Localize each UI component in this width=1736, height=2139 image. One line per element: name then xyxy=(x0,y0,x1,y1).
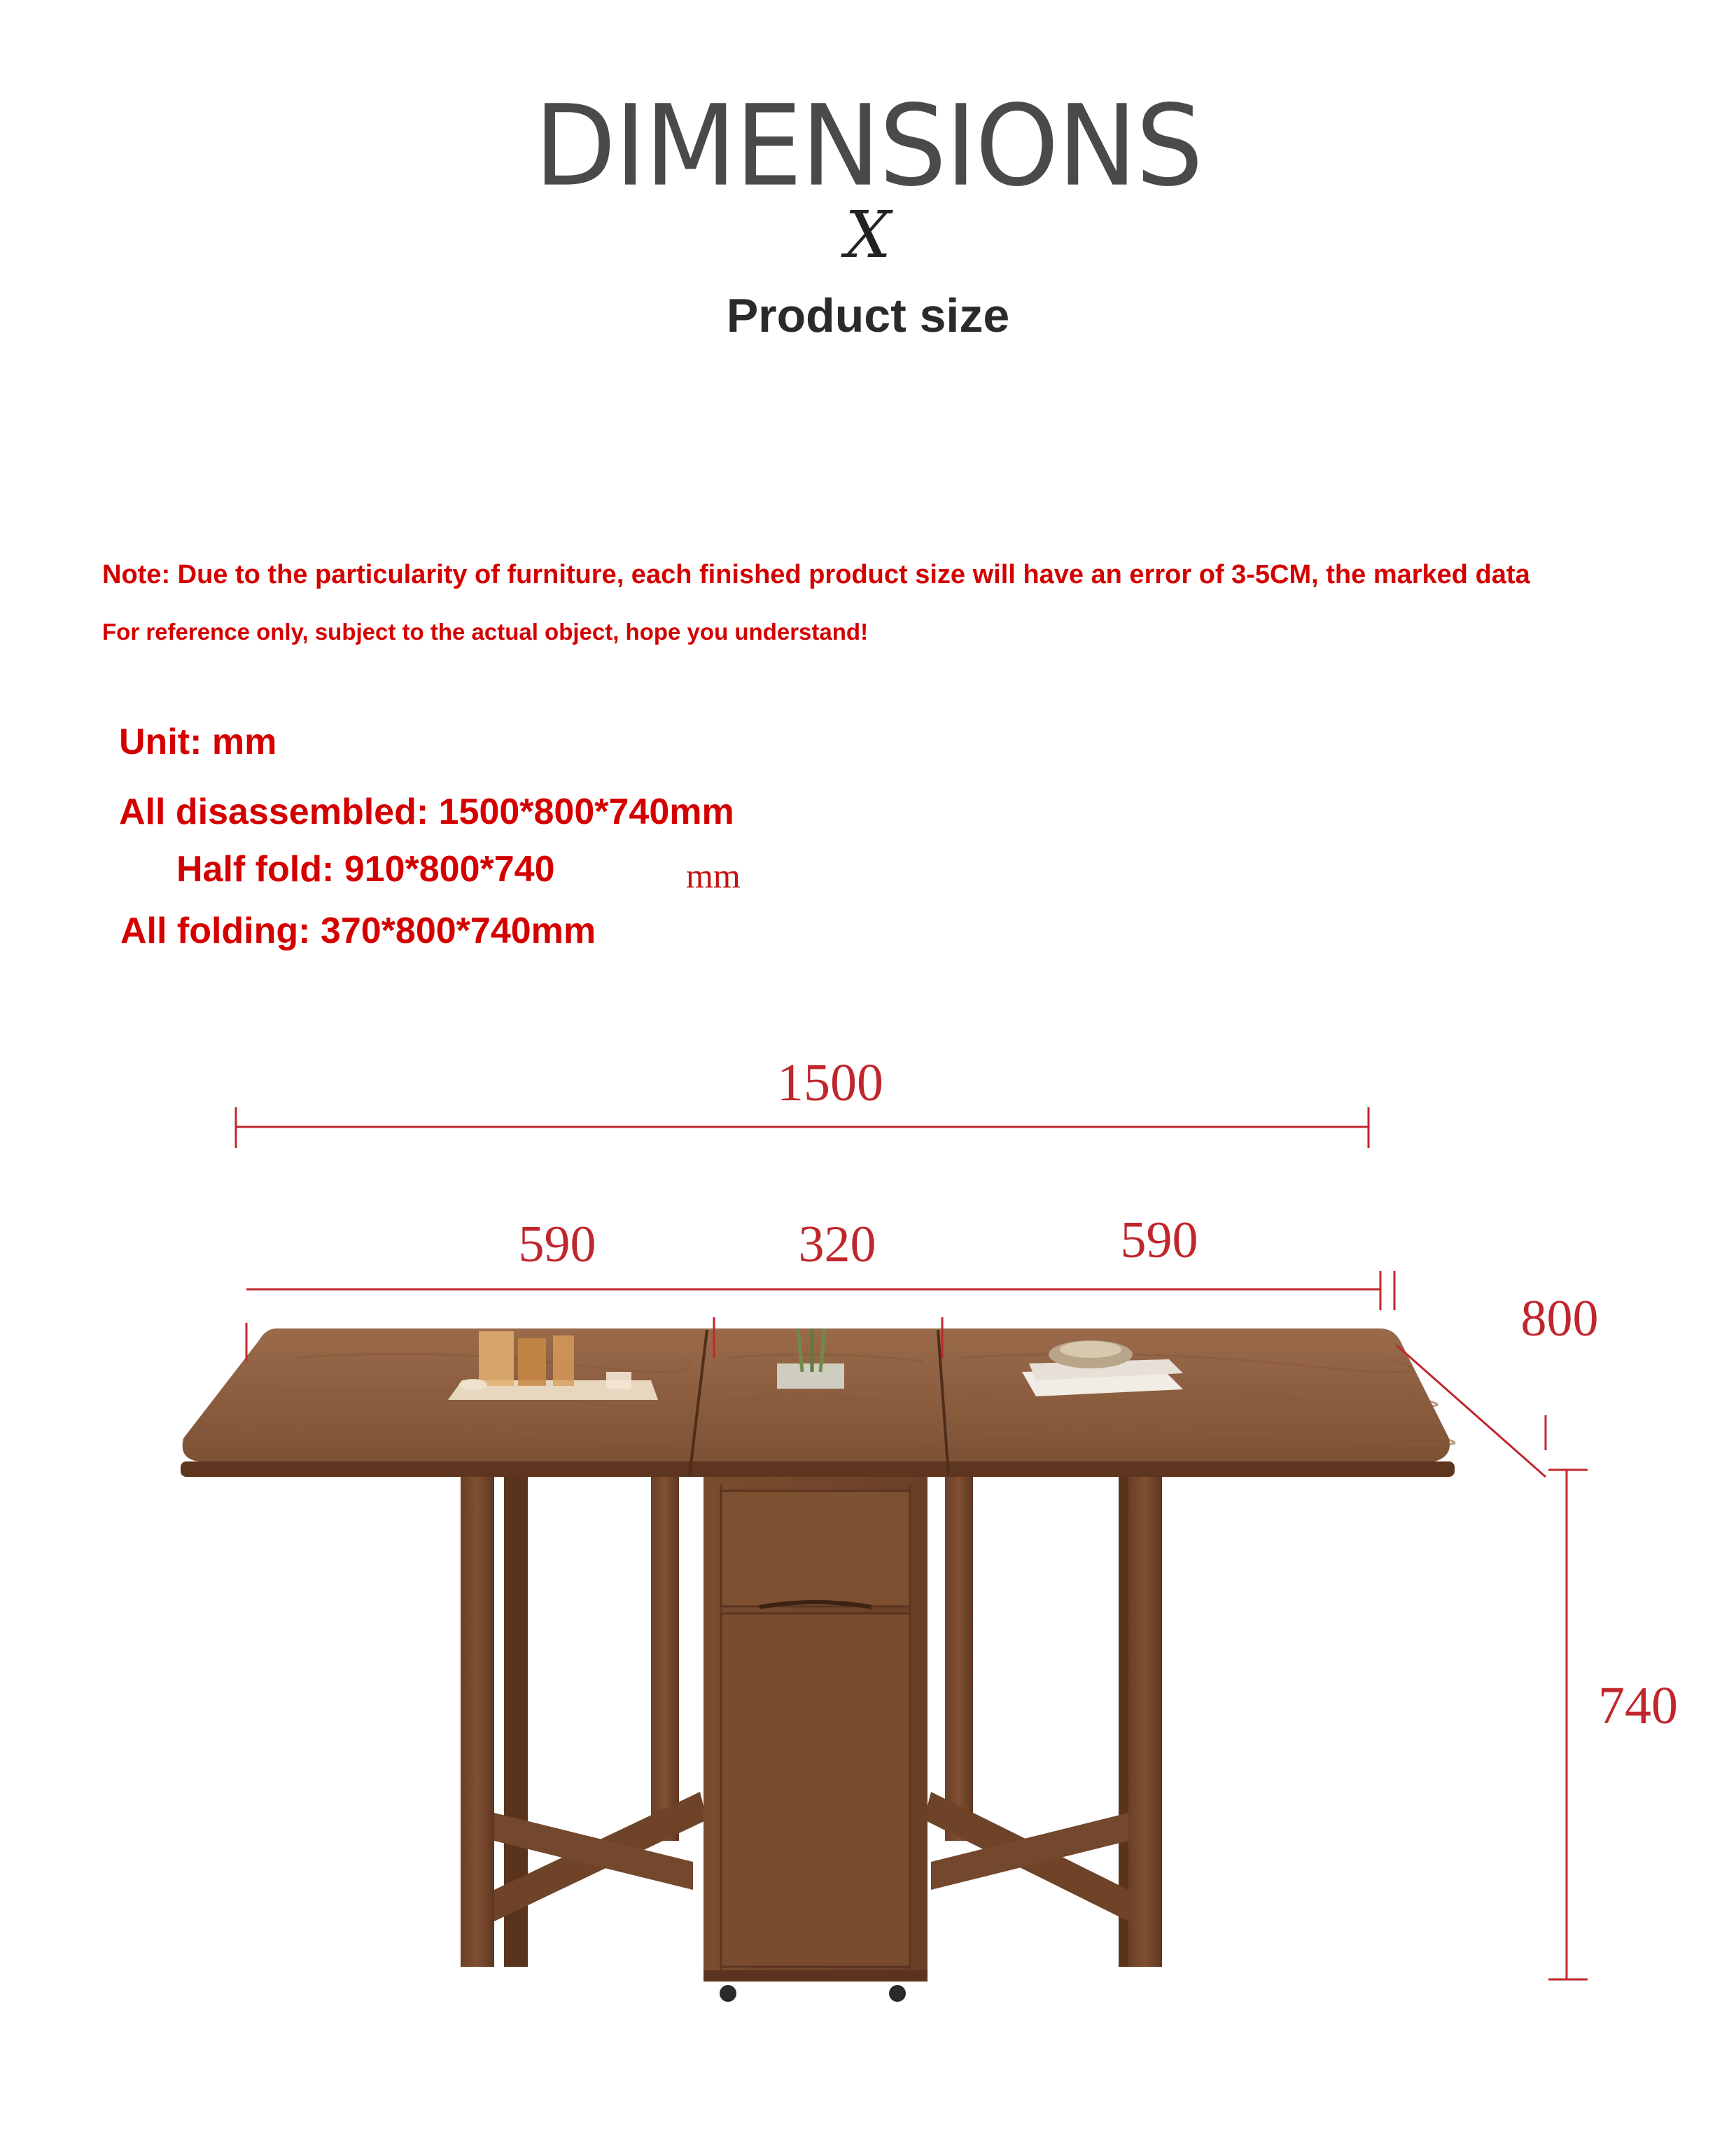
tolerance-note-line-1: Note: Due to the particularity of furniture, each finished product size will have an error of 3-5CM, the marked data xyxy=(102,560,1530,589)
caster-wheel xyxy=(720,1985,736,2002)
left-gate-leg-frame xyxy=(461,1477,707,1967)
page-title: DIMENSIONS xyxy=(534,80,1202,211)
tolerance-note-line-2: For reference only, subject to the actual object, hope you understand! xyxy=(102,619,869,645)
spec-unit: Unit: mm xyxy=(119,722,277,762)
spec-half-fold-unit: mm xyxy=(686,856,741,895)
spec-all-folding: All folding: 370*800*740mm xyxy=(120,911,596,951)
table-illustration xyxy=(181,1328,1455,2002)
dim-label-left-leaf: 590 xyxy=(518,1216,596,1273)
dim-label-right-leaf: 590 xyxy=(1120,1212,1198,1269)
title-mark: X xyxy=(845,197,891,272)
center-cabinet xyxy=(704,1477,927,2002)
page-subtitle: Product size xyxy=(726,289,1010,342)
dim-label-total-width: 1500 xyxy=(777,1053,883,1112)
dim-label-height: 740 xyxy=(1598,1676,1678,1735)
table-top xyxy=(181,1328,1455,1477)
spec-all-disassembled: All disassembled: 1500*800*740mm xyxy=(119,792,734,832)
dim-label-depth: 800 xyxy=(1520,1290,1599,1347)
spec-half-fold: Half fold: 910*800*740 xyxy=(176,849,555,890)
caster-wheel xyxy=(889,1985,906,2002)
dim-label-center: 320 xyxy=(798,1216,876,1273)
